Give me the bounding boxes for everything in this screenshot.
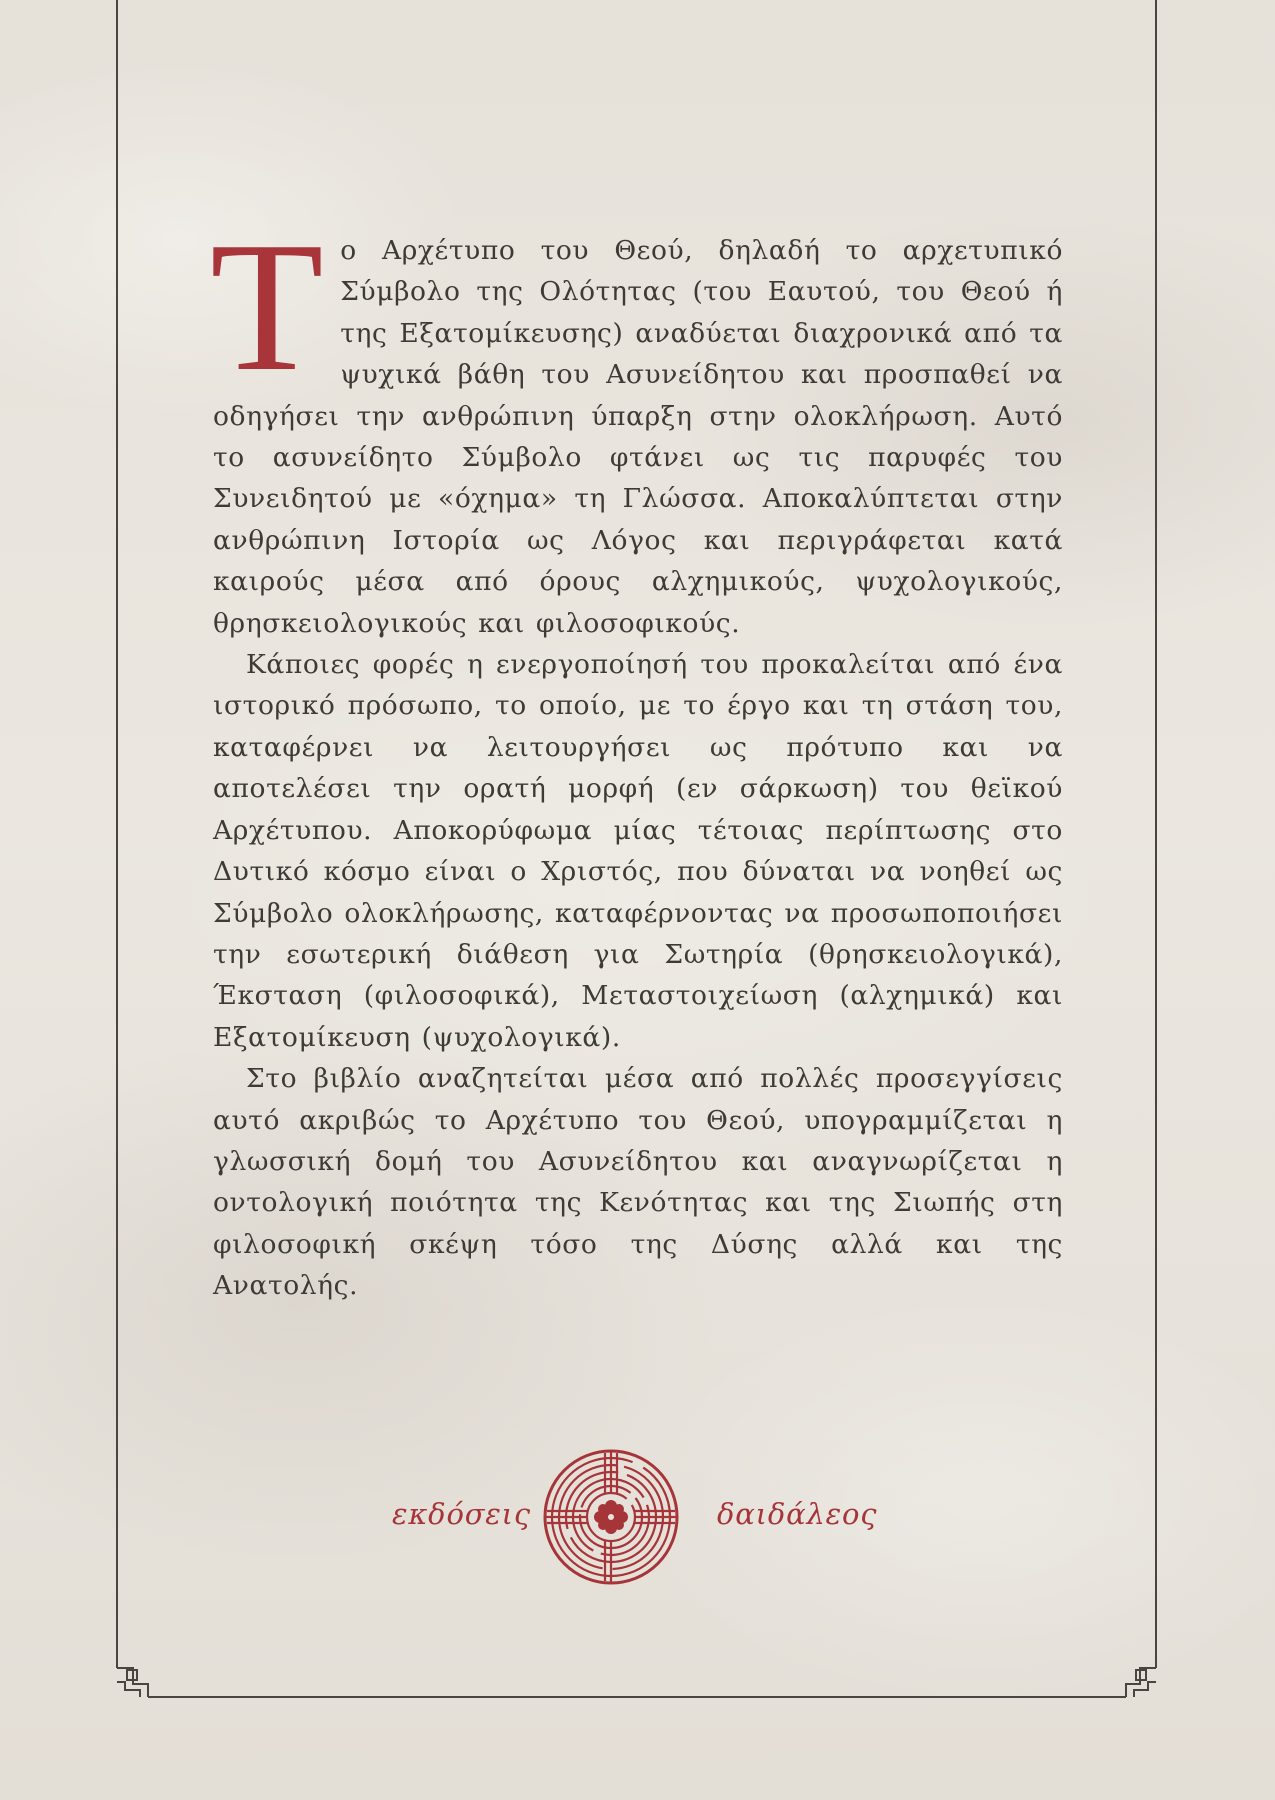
paragraph-3: Στο βιβλίο αναζητείται μέσα από πολλές προσεγγίσεις αυτό ακριβώς το Αρχέτυπο του Θεού, υπογραμμίζεται η γλωσσική δομή του Ασυνείδητου και αναγνωρίζεται η οντολογική ποιότητα της Κενότητας και της Σιωπής στη φιλοσοφική σκέψη τόσο της Δύσης αλλά και της Ανατολής. bbox=[213, 1063, 1063, 1302]
labyrinth-icon bbox=[541, 1447, 681, 1587]
publisher-word-right: δαιδάλεος bbox=[717, 1497, 878, 1531]
paragraph-1-text: ο Αρχέτυπο του Θεού, δηλαδή το αρχετυπικό Σύμβολο της Ολότητας (του Εαυτού, του Θεού ή της Εξατομίκευσης) αναδύεται διαχρονικά από τα ψυχικά βάθη του Ασυνείδητου και προσπαθεί να οδηγήσει την ανθρώπινη ύπαρξη στην ολοκλήρωση. Αυτό το ασυνείδητο Σύμβολο φτάνει ως τις παρυφές του Συνειδητού με «όχημα» τη Γλώσσα. Αποκαλύπτεται στην ανθρώπινη Ιστορία ως Λόγος και περιγράφεται κατά καιρούς μέσα από όρους αλχημικούς, ψυχολογικούς, θρησκειολογικούς και φιλοσοφικούς. bbox=[213, 235, 1063, 639]
publisher-word-left: εκδόσεις bbox=[392, 1497, 531, 1531]
publisher-logo bbox=[380, 1447, 895, 1587]
back-cover-text bbox=[210, 204, 1063, 1307]
paragraph-1 bbox=[210, 204, 1063, 644]
paragraph-2: Κάποιες φορές η ενεργοποίησή του προκαλείται από ένα ιστορικό πρόσωπο, το οποίο, με το έργο και τη στάση του, καταφέρνει να λειτουργήσει ως πρότυπο και να αποτελέσει την ορατή μορφή (εν σάρκωση) του θεϊκού Αρχέτυπου. Αποκορύφωμα μίας τέτοιας περίπτωσης στο Δυτικό κόσμο είναι ο Χριστός, που δύναται να νοηθεί ως Σύμβολο ολοκλήρωσης, καταφέρνοντας να προσωποποιήσει την εσωτερική διάθεση για Σωτηρία (θρησκειολογικά), Έκσταση (φιλοσοφικά), Μεταστοιχείωση (αλχημικά) και Εξατομίκευση (ψυχολογικά). bbox=[213, 649, 1063, 1053]
drop-cap: Τ bbox=[210, 204, 325, 410]
